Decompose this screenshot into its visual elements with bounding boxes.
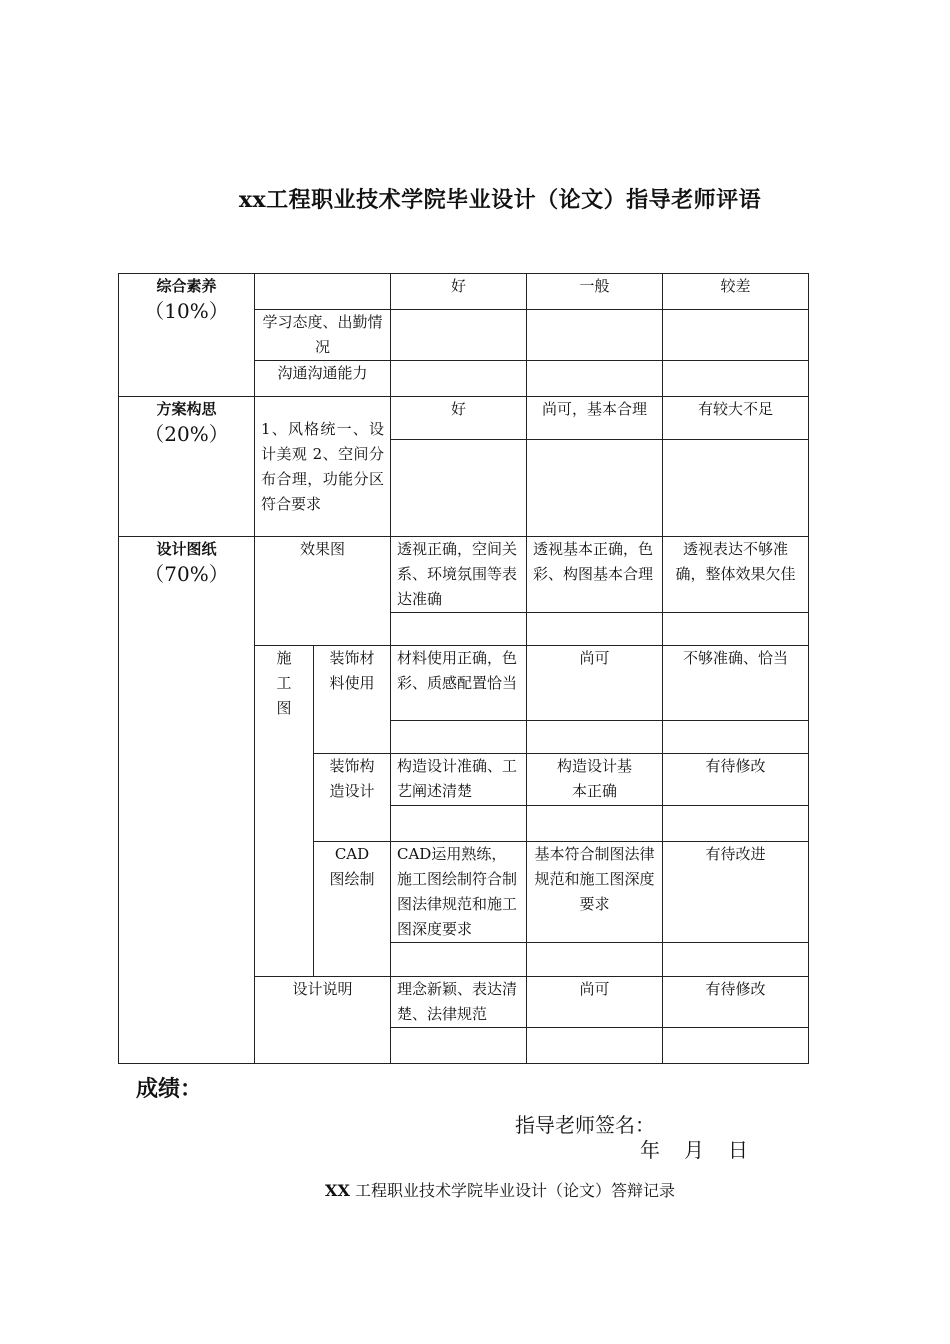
level-good-desc: 透视正确，空间关系、环境氛围等表达准确: [391, 537, 527, 613]
score-cell[interactable]: [391, 440, 527, 537]
level-poor-desc: 不够准确、恰当: [663, 646, 809, 721]
score-cell[interactable]: [391, 721, 527, 754]
level-good-desc: 材料使用正确，色彩、质感配置恰当: [391, 646, 527, 721]
footer-text: 工程职业技术学院毕业设计（论文）答辩记录: [349, 1181, 675, 1200]
level-good-desc: CAD运用熟练，施工图绘制符合制图法律规范和施工图深度要求: [391, 842, 527, 943]
level-fair-header: 一般: [527, 274, 663, 310]
score-cell[interactable]: [527, 361, 663, 397]
level-poor-desc: 有待修改: [663, 977, 809, 1028]
section-weight: （20%）: [144, 422, 229, 446]
score-cell[interactable]: [663, 361, 809, 397]
score-cell[interactable]: [527, 310, 663, 361]
score-cell[interactable]: [527, 943, 663, 977]
score-cell[interactable]: [663, 613, 809, 646]
criterion-label: 效果图: [255, 537, 391, 646]
criterion-label: 装饰材料使用: [314, 646, 391, 754]
signature-label: 指导老师签名：: [515, 1113, 655, 1137]
criterion-label: 设计说明: [255, 977, 391, 1064]
grade-label: 成绩：: [136, 1076, 203, 1102]
level-poor-header: 有较大不足: [663, 397, 809, 440]
section-cell: [119, 274, 255, 397]
section-name: 综合素养: [156, 277, 217, 295]
score-cell[interactable]: [391, 613, 527, 646]
construction-label: 施工图: [255, 646, 314, 977]
section-weight: （10%）: [144, 299, 229, 323]
score-cell[interactable]: [527, 1028, 663, 1064]
score-cell[interactable]: [391, 1028, 527, 1064]
criterion-description: 1、风格统一、设计美观 2、空间分布合理，功能分区符合要求: [255, 397, 391, 537]
score-cell[interactable]: [663, 806, 809, 842]
criterion-label: 沟通沟通能力: [255, 361, 391, 397]
criterion-label: 装饰构造设计: [314, 754, 391, 842]
score-cell[interactable]: [391, 361, 527, 397]
score-cell[interactable]: [527, 440, 663, 537]
section-cell: [119, 537, 255, 1064]
level-poor-desc: 透视表达不够准确，整体效果欠佳: [663, 537, 809, 613]
empty-cell[interactable]: [255, 274, 391, 310]
section-cell: [119, 397, 255, 537]
section-name: 方案构思: [156, 400, 217, 418]
date-label: 年 月 日: [640, 1138, 750, 1162]
next-section-heading: [0, 1178, 950, 1201]
score-cell[interactable]: [527, 721, 663, 754]
score-cell[interactable]: [527, 613, 663, 646]
level-fair-desc: 尚可: [527, 977, 663, 1028]
score-cell[interactable]: [663, 721, 809, 754]
level-fair-header: 尚可，基本合理: [527, 397, 663, 440]
criterion-label: CAD图绘制: [314, 842, 391, 977]
evaluation-table: [118, 273, 809, 1064]
score-cell[interactable]: [527, 806, 663, 842]
level-poor-desc: 有待修改: [663, 754, 809, 806]
section-name: 设计图纸: [156, 540, 217, 558]
score-cell[interactable]: [663, 440, 809, 537]
criterion-label: 学习态度、出勤情况: [255, 310, 391, 361]
level-good-header: 好: [391, 397, 527, 440]
table-row: [119, 274, 809, 310]
score-cell[interactable]: [391, 806, 527, 842]
level-fair-desc: 基本符合制图法律规范和施工图深度要求: [527, 842, 663, 943]
score-cell[interactable]: [663, 943, 809, 977]
level-fair-desc: 透视基本正确，色彩、构图基本合理: [527, 537, 663, 613]
level-good-desc: 构造设计准确、工艺阐述清楚: [391, 754, 527, 806]
table-row: [119, 397, 809, 440]
level-good-desc: 理念新颖、表达清楚、法律规范: [391, 977, 527, 1028]
score-cell[interactable]: [391, 310, 527, 361]
level-poor-desc: 有待改进: [663, 842, 809, 943]
score-cell[interactable]: [663, 310, 809, 361]
page-title: xx工程职业技术学院毕业设计（论文）指导老师评语: [238, 187, 762, 213]
section-weight: （70%）: [144, 562, 229, 586]
footer-prefix: XX: [325, 1181, 350, 1200]
level-poor-header: 较差: [663, 274, 809, 310]
score-cell[interactable]: [391, 943, 527, 977]
level-fair-desc: 构造设计基本正确: [527, 754, 663, 806]
level-good-header: 好: [391, 274, 527, 310]
score-cell[interactable]: [663, 1028, 809, 1064]
table-row: [119, 537, 809, 613]
level-fair-desc: 尚可: [527, 646, 663, 721]
